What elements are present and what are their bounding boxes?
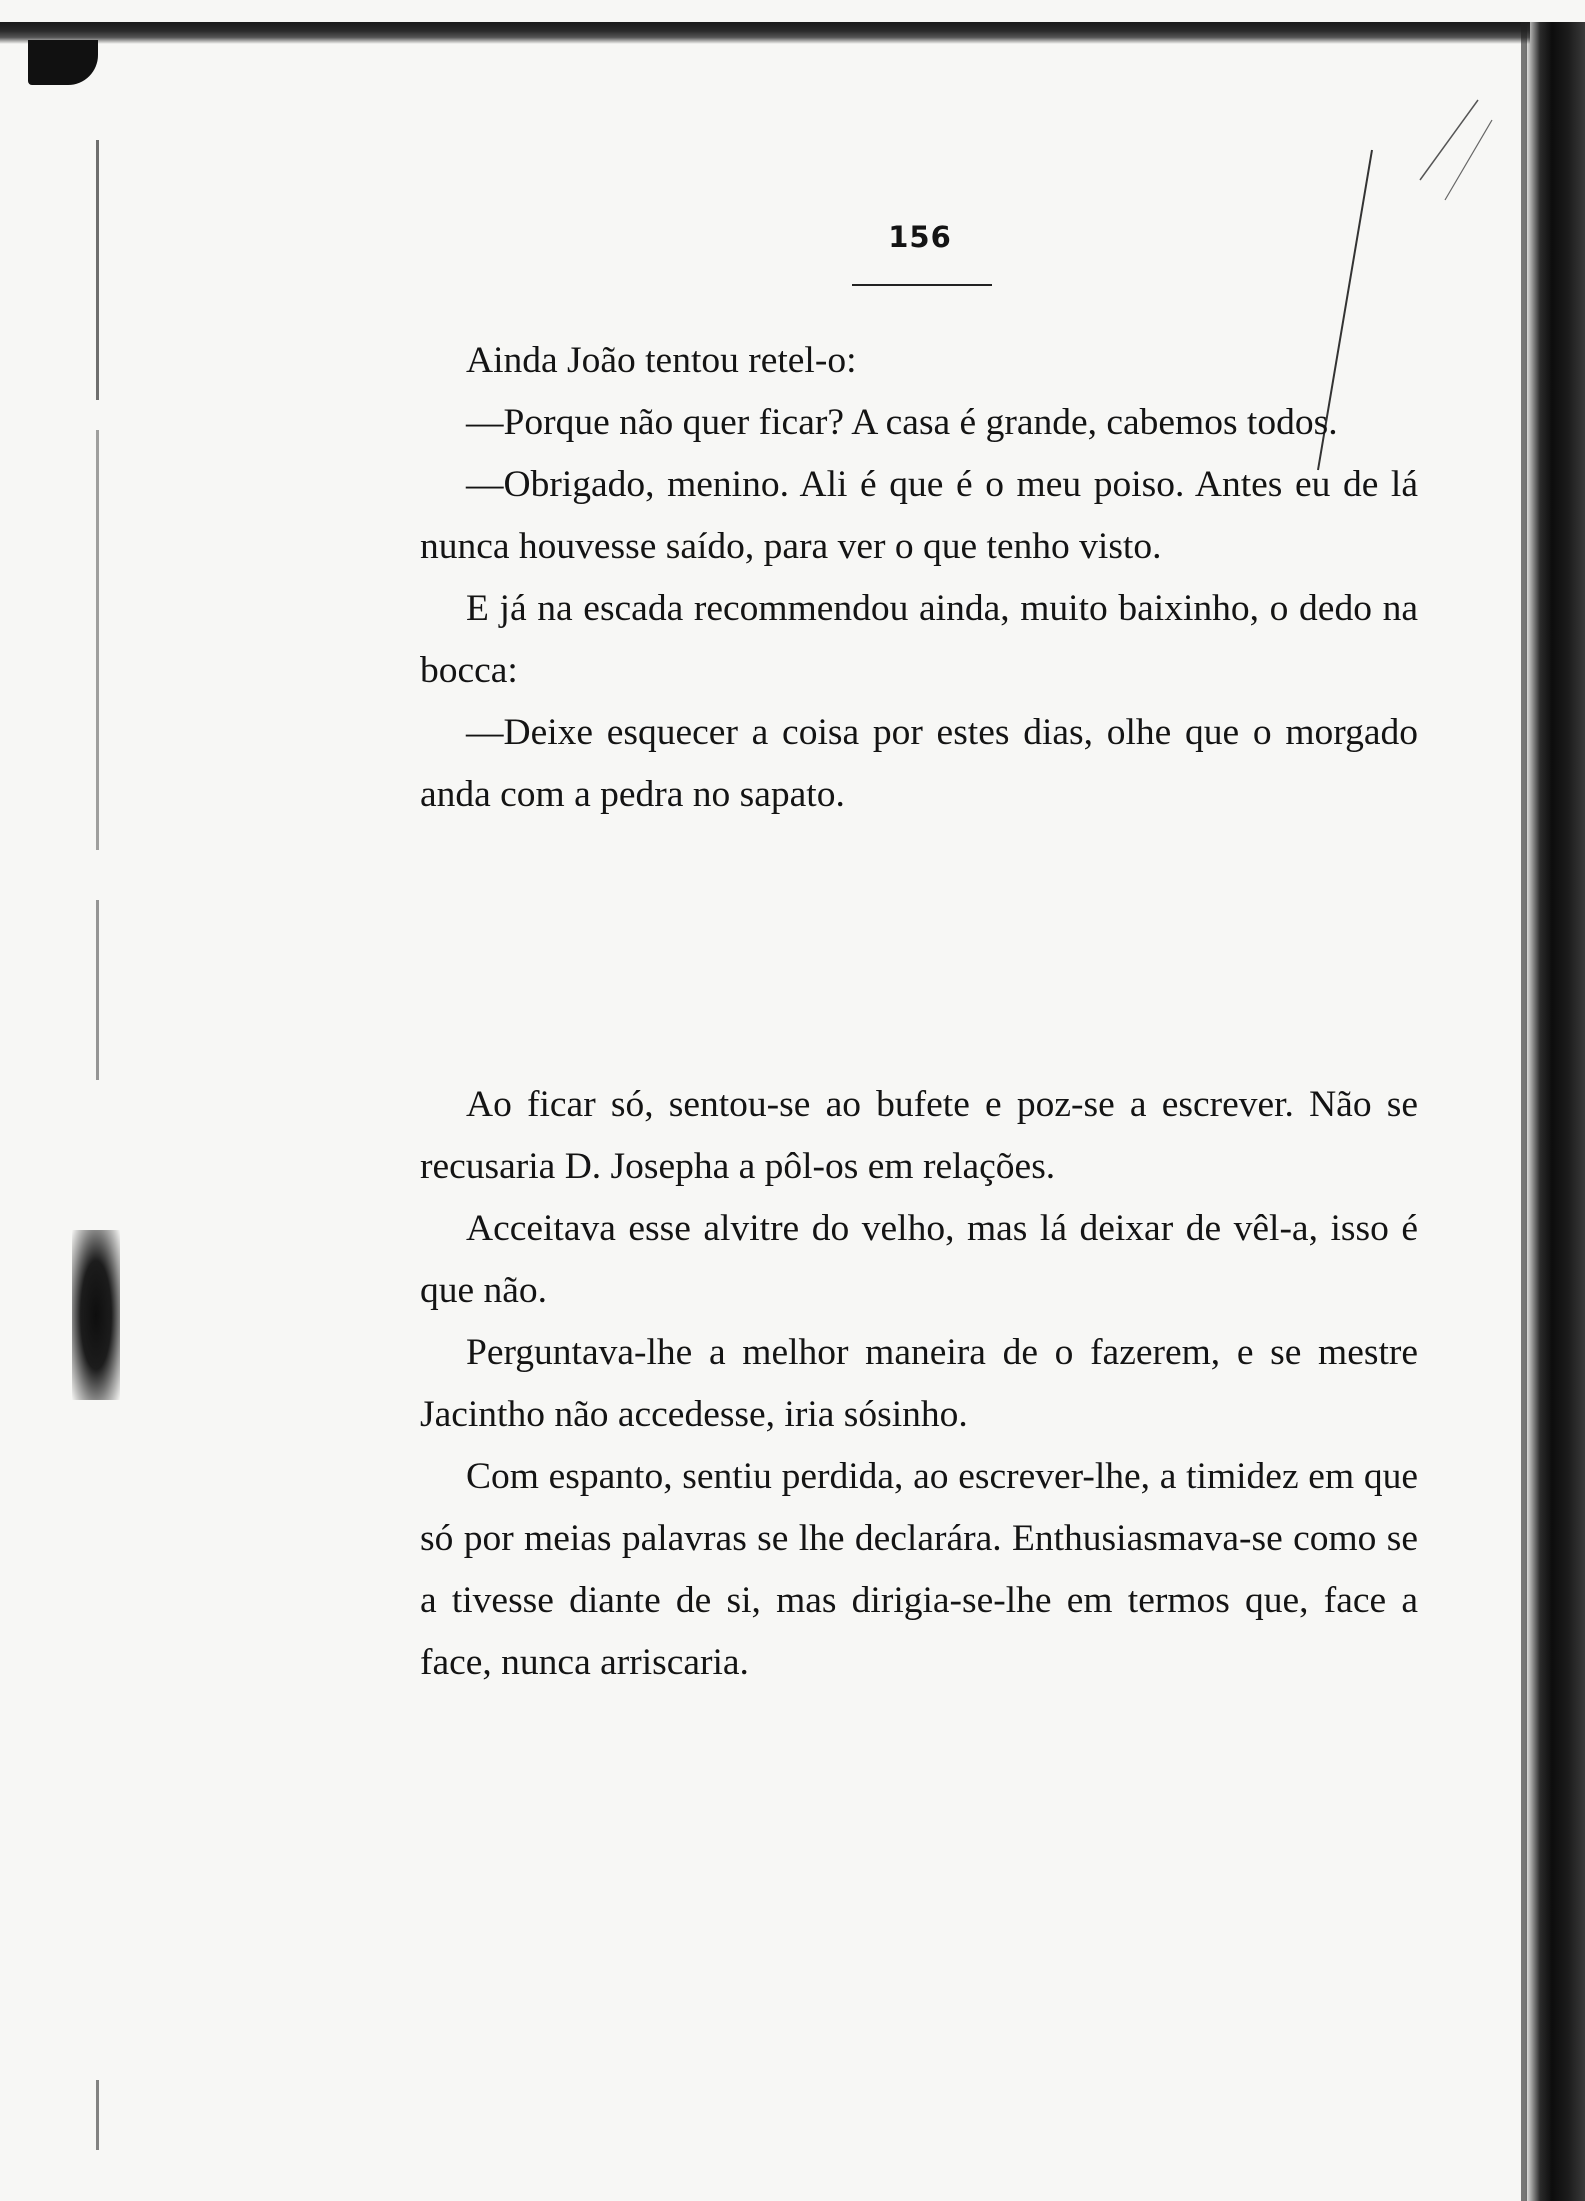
dialogue-paragraph: —Porque não quer ficar? A casa é grande, cabemos todos. [466, 402, 1338, 443]
paragraph: Ainda João tentou retel-o: [466, 340, 857, 381]
dialogue-paragraph: —Obrigado, menino. Ali é que é o meu poiso. Antes eu de lá nunca houvesse saído, para ver o que tenho visto. [420, 464, 1418, 567]
paragraph: Acceitava esse alvitre do velho, mas lá deixar de vêl-a, isso é que não. [420, 1208, 1418, 1311]
paragraph: E já na escada recommendou ainda, muito baixinho, o dedo na bocca: [420, 588, 1418, 691]
page-number: 156 [888, 220, 952, 254]
section-break [420, 826, 1418, 1074]
paragraph: Perguntava-lhe a melhor maneira de o fazerem, e se mestre Jacintho não accedesse, iria sósinho. [420, 1332, 1418, 1435]
pencil-stroke [1420, 100, 1478, 180]
pencil-stroke [1445, 120, 1492, 200]
paragraph: Com espanto, sentiu perdida, ao escrever-lhe, a timidez em que só por meias palavras se lhe declarára. Enthusiasmava-se como se a tivesse diante de si, mas dirigia-se-lhe em termos que, face a face, nunca arriscaria. [420, 1456, 1418, 1683]
page-number-rule [852, 284, 992, 286]
paragraph: Ao ficar só, sentou-se ao bufete e poz-se a escrever. Não se recusaria D. Josepha a pôl-os em relações. [420, 1084, 1418, 1187]
dialogue-paragraph: —Deixe esquecer a coisa por estes dias, olhe que o morgado anda com a pedra no sapato. [420, 712, 1418, 815]
page-body [420, 330, 1418, 1694]
